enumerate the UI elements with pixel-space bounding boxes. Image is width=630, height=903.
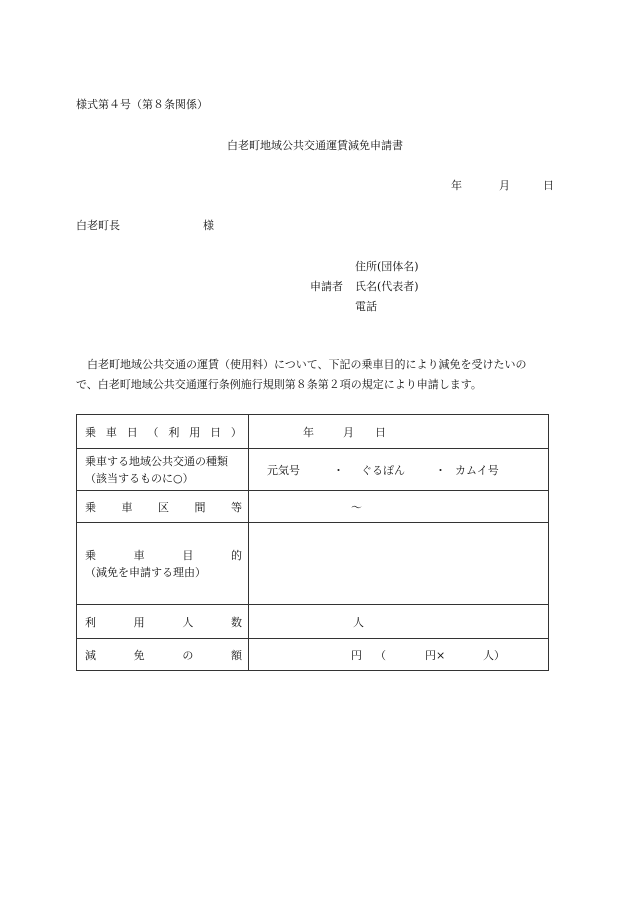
applicant-name-label: 氏名(代表者) [355, 280, 419, 293]
applicant-label: 申請者 [310, 280, 343, 293]
row-section [77, 491, 549, 523]
request-statement [76, 355, 556, 395]
row-transport-type [77, 449, 549, 491]
boarding-date-label: 乗 車 日 （ 利 用 日 ） [77, 415, 249, 449]
discount-label: 減 免 の 額 [77, 639, 249, 671]
row-passengers [77, 605, 549, 639]
row-discount [77, 639, 549, 671]
date-year-label: 年 [451, 179, 462, 192]
option-separator: ・ [333, 463, 344, 477]
discount-open-paren: （ [375, 648, 386, 662]
passengers-field[interactable] [249, 605, 549, 639]
passengers-unit: 人 [353, 615, 364, 629]
option-kamui-go[interactable]: カムイ号 [455, 463, 499, 477]
date-day-label: 日 [543, 179, 554, 192]
row-purpose [77, 523, 549, 605]
discount-people-close: 人） [483, 648, 505, 662]
purpose-label: 乗 車 目 的 （減免を申請する理由） [77, 523, 249, 605]
section-label: 乗 車 区 間 等 [77, 491, 249, 523]
transport-type-label: 乗車する地域公共交通の種類 （該当するものに○） [77, 449, 249, 491]
option-genki-go[interactable]: 元気号 [267, 463, 300, 477]
applicant-address-label: 住所(団体名) [355, 260, 419, 273]
discount-field[interactable] [249, 639, 549, 671]
row-boarding-date [77, 415, 549, 449]
passengers-label: 利 用 人 数 [77, 605, 249, 639]
boarding-month-label: 月 [343, 425, 354, 439]
form-number: 様式第４号（第８条関係） [76, 98, 208, 111]
transport-type-field[interactable] [249, 449, 549, 491]
date-month-label: 月 [499, 179, 510, 192]
option-gurupon[interactable]: ぐるぽん [361, 463, 405, 477]
applicant-phone-label: 電話 [355, 300, 377, 313]
request-statement-line-1: 白老町地域公共交通の運賃（使用料）について、下記の乗車目的により減免を受けたいの [87, 358, 527, 371]
addressee-name: 白老町長 [76, 219, 120, 232]
option-separator: ・ [435, 463, 446, 477]
document-title: 白老町地域公共交通運賃減免申請書 [227, 139, 403, 152]
discount-yen: 円 [351, 648, 362, 662]
discount-yen-times: 円× [425, 648, 446, 662]
request-statement-line-2: で、白老町地域公共交通運行条例施行規則第８条第２項の規定により申請します。 [76, 378, 482, 391]
application-form-table [76, 414, 549, 671]
section-field[interactable] [249, 491, 549, 523]
boarding-date-field[interactable] [249, 415, 549, 449]
section-separator: ～ [351, 500, 362, 514]
addressee-honorific: 様 [203, 219, 214, 232]
boarding-year-label: 年 [303, 425, 314, 439]
boarding-day-label: 日 [375, 425, 386, 439]
purpose-field[interactable] [249, 523, 549, 605]
